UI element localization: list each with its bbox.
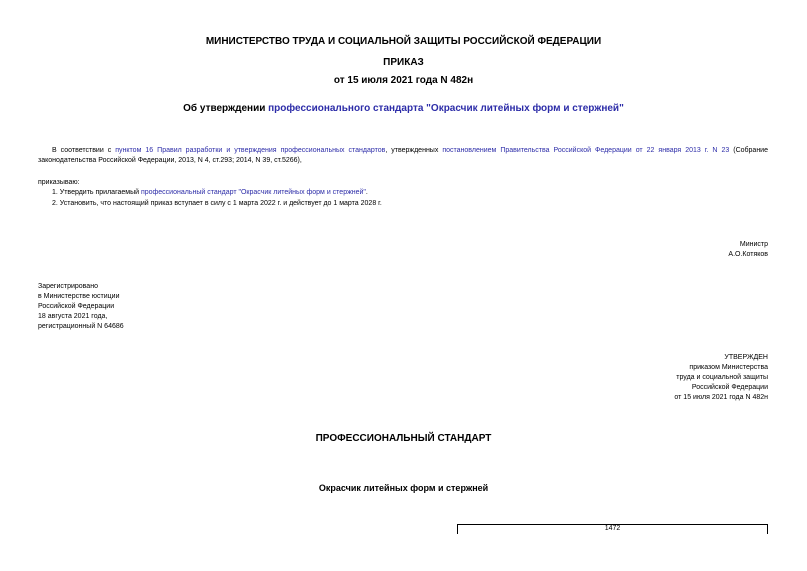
preamble-paragraph <box>38 146 768 166</box>
signature-title: Министр <box>739 241 768 248</box>
standard-heading: ПРОФЕССИОНАЛЬНЫЙ СТАНДАРТ <box>315 433 492 444</box>
order-word: приказываю: <box>38 179 80 186</box>
order-item-2: 2. Установить, что настоящий приказ вступает в силу с 1 марта 2022 г. и действует до 1 марта 2028 г. <box>52 200 382 207</box>
approval-line: приказом Министерства <box>689 364 768 371</box>
registration-line: Зарегистрировано <box>38 283 98 290</box>
order-item-1 <box>52 188 368 198</box>
registration-line: в Министерстве юстиции <box>38 293 120 300</box>
standard-link[interactable]: профессиональный стандарт "Окрасчик литейных форм и стержней" <box>140 189 366 196</box>
registration-line: Российской Федерации <box>38 303 115 310</box>
reg-code: 1472 <box>604 525 621 532</box>
item1-text-a: 1. Утвердить прилагаемый <box>52 189 141 196</box>
rules-link[interactable]: пунктом 16 Правил разработки и утверждения профессиональных стандартов <box>115 147 386 154</box>
order-date-number: от 15 июля 2021 года N 482н <box>333 75 474 86</box>
order-subject <box>0 103 807 114</box>
preamble-text-b: , утвержденных <box>385 147 443 154</box>
registration-line: регистрационный N 64686 <box>38 323 124 330</box>
preamble-text-c: (Собрание законодательства Российской Федерации, 2013, N 4, ст.293; 2014, N 39, ст.5266), <box>38 147 768 164</box>
signature-name: А.О.Котяков <box>728 251 768 258</box>
subject-link[interactable]: профессионального стандарта "Окрасчик литейных форм и стержней" <box>268 103 624 114</box>
ministry-title: МИНИСТЕРСТВО ТРУДА И СОЦИАЛЬНОЙ ЗАЩИТЫ РОССИЙСКОЙ ФЕДЕРАЦИИ <box>205 36 602 47</box>
standard-name: Окрасчик литейных форм и стержней <box>318 483 489 493</box>
registration-block <box>38 282 124 332</box>
approval-line: УТВЕРЖДЕН <box>724 354 768 361</box>
item1-text-b: . <box>365 189 368 196</box>
approval-line: от 15 июля 2021 года N 482н <box>674 394 768 401</box>
approval-line: труда и социальной защиты <box>676 374 768 381</box>
resolution-link[interactable]: постановлением Правительства Российской Федерации от 22 января 2013 г. N 23 <box>442 147 730 154</box>
reg-code-box <box>457 524 768 534</box>
approval-block <box>674 353 768 403</box>
preamble-text-a: В соответствии с <box>52 147 116 154</box>
registration-line: 18 августа 2021 года, <box>38 313 108 320</box>
subject-prefix: Об утверждении <box>183 103 269 114</box>
approval-line: Российской Федерации <box>691 384 768 391</box>
document-type: ПРИКАЗ <box>383 57 424 68</box>
